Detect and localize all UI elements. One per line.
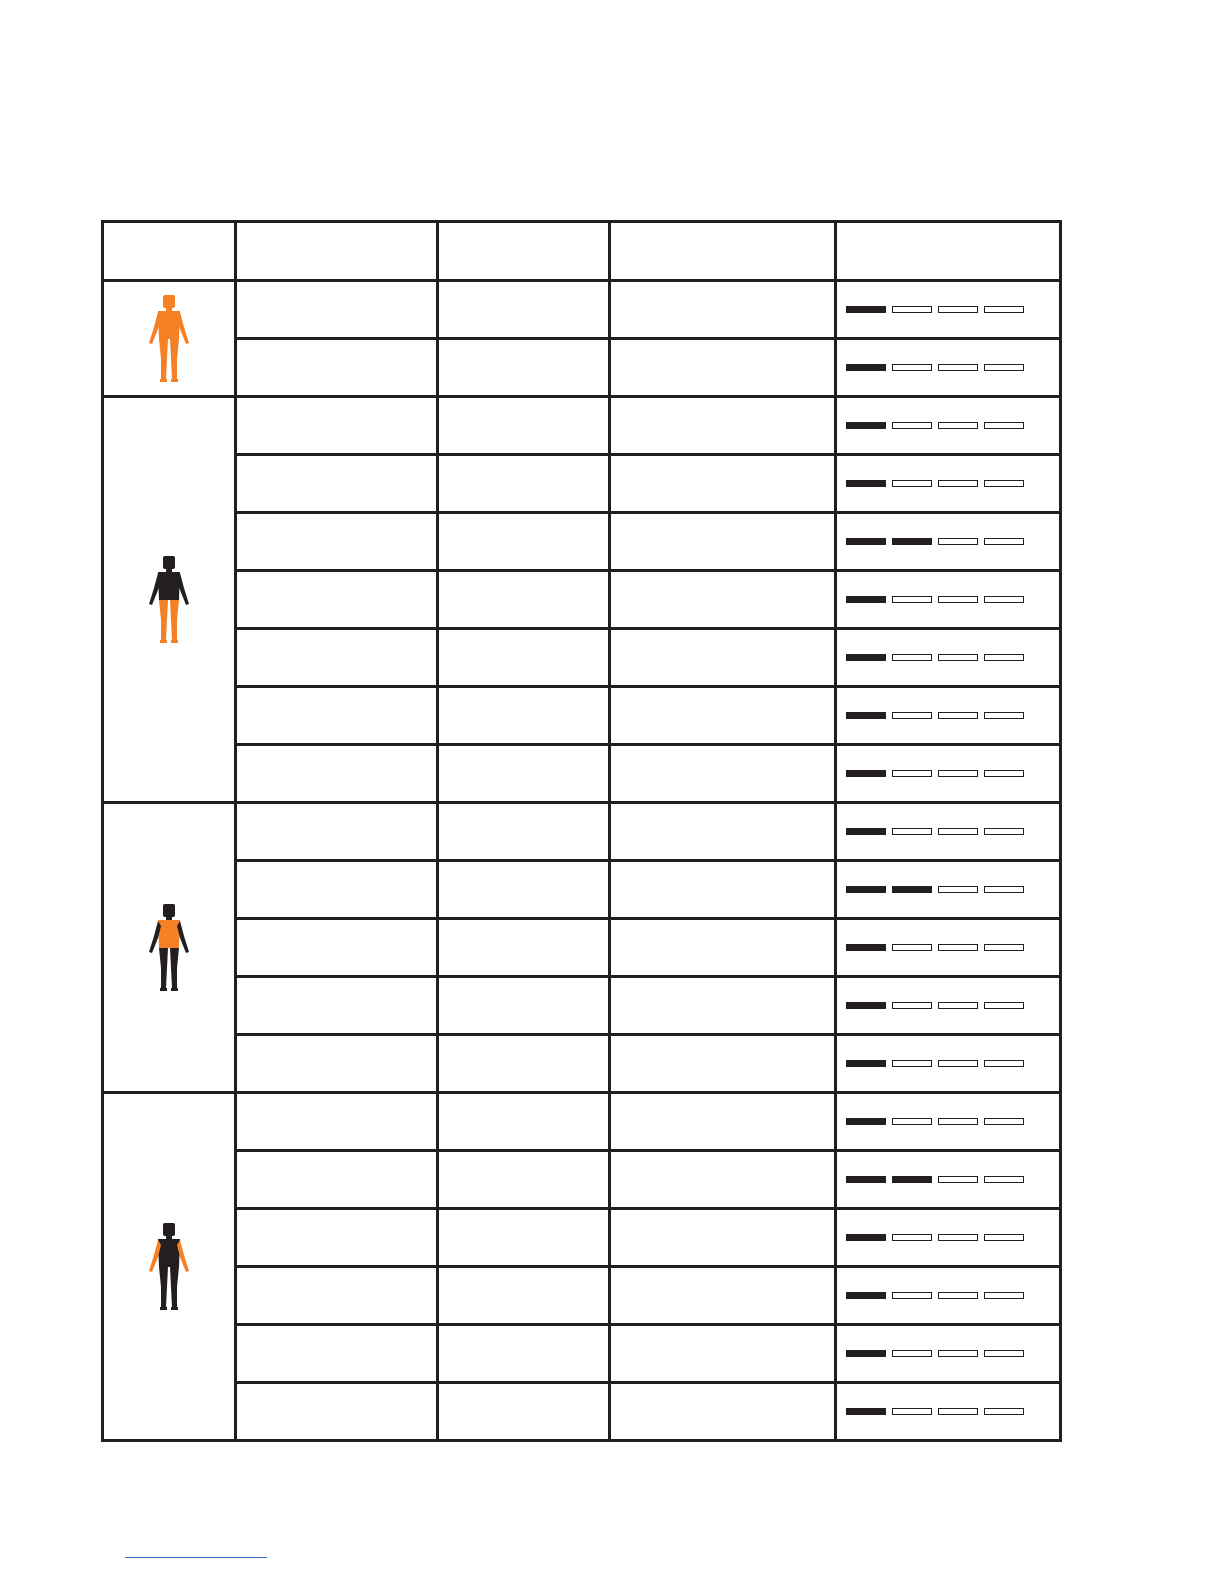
- rating-bar-filled: [846, 1234, 886, 1241]
- table-cell: [438, 571, 610, 629]
- rating-bar-empty: [984, 1118, 1024, 1125]
- rating-bar-empty: [984, 944, 1024, 951]
- table-row: [103, 1267, 1061, 1325]
- rating-bar-empty: [984, 828, 1024, 835]
- rating-bars: [846, 422, 1059, 429]
- rating-cell: [836, 1325, 1061, 1383]
- table-cell: [236, 1035, 438, 1093]
- rating-bar-empty: [892, 944, 932, 951]
- rating-bars: [846, 1408, 1059, 1415]
- table-cell: [236, 455, 438, 513]
- table-cell: [610, 977, 836, 1035]
- rating-cell: [836, 629, 1061, 687]
- rating-bar-filled: [846, 1176, 886, 1183]
- table-cell: [236, 571, 438, 629]
- rating-bar-empty: [892, 1292, 932, 1299]
- rating-bar-filled: [846, 306, 886, 313]
- rating-bar-empty: [938, 538, 978, 545]
- rating-bar-filled: [846, 712, 886, 719]
- figure-cell: [103, 1093, 236, 1441]
- rating-bar-empty: [984, 422, 1024, 429]
- rating-bar-empty: [984, 886, 1024, 893]
- rating-cell: [836, 513, 1061, 571]
- table-row: [103, 803, 1061, 861]
- table-cell: [236, 1209, 438, 1267]
- table-cell: [438, 629, 610, 687]
- rating-bar-empty: [938, 1002, 978, 1009]
- rating-bars: [846, 306, 1059, 313]
- rating-bar-empty: [984, 364, 1024, 371]
- header-cell: [103, 222, 236, 281]
- rating-bar-empty: [938, 944, 978, 951]
- header-cell: [610, 222, 836, 281]
- rating-bar-filled: [846, 828, 886, 835]
- body-full-highlight-icon: [104, 293, 234, 385]
- rating-cell: [836, 1209, 1061, 1267]
- table-cell: [610, 1093, 836, 1151]
- table-cell: [438, 339, 610, 397]
- rating-bars: [846, 1350, 1059, 1357]
- rating-bar-empty: [938, 480, 978, 487]
- rating-bar-empty: [938, 1118, 978, 1125]
- rating-bar-filled: [846, 422, 886, 429]
- rating-cell: [836, 687, 1061, 745]
- table-cell: [610, 1383, 836, 1441]
- rating-bar-filled: [846, 480, 886, 487]
- table-cell: [236, 919, 438, 977]
- table-cell: [610, 455, 836, 513]
- rating-bars: [846, 886, 1059, 893]
- table-cell: [236, 1151, 438, 1209]
- rating-bars: [846, 654, 1059, 661]
- rating-bar-empty: [938, 712, 978, 719]
- rating-bar-empty: [892, 1234, 932, 1241]
- rating-bar-empty: [938, 1292, 978, 1299]
- table-cell: [438, 1035, 610, 1093]
- rating-bar-empty: [892, 596, 932, 603]
- rating-bar-empty: [938, 306, 978, 313]
- table-cell: [438, 745, 610, 803]
- rating-bars: [846, 1002, 1059, 1009]
- table-cell: [610, 397, 836, 455]
- rating-bar-empty: [938, 1408, 978, 1415]
- rating-bar-empty: [938, 770, 978, 777]
- table-row: [103, 339, 1061, 397]
- table-row: [103, 397, 1061, 455]
- table-cell: [610, 919, 836, 977]
- rating-cell: [836, 861, 1061, 919]
- table-row: [103, 977, 1061, 1035]
- figure-cell: [103, 803, 236, 1093]
- table-cell: [438, 513, 610, 571]
- table-row: [103, 1035, 1061, 1093]
- table-cell: [610, 1267, 836, 1325]
- table-cell: [610, 687, 836, 745]
- rating-bar-empty: [984, 1060, 1024, 1067]
- table-cell: [610, 745, 836, 803]
- table-cell: [610, 1325, 836, 1383]
- table-cell: [438, 1209, 610, 1267]
- table-cell: [438, 687, 610, 745]
- table-row: [103, 1093, 1061, 1151]
- body-lower-highlight-icon: [104, 554, 234, 646]
- table-cell: [236, 1325, 438, 1383]
- rating-bar-filled: [892, 538, 932, 545]
- rating-bar-filled: [846, 1002, 886, 1009]
- rating-bar-filled: [846, 1060, 886, 1067]
- rating-cell: [836, 1151, 1061, 1209]
- rating-bar-filled: [846, 654, 886, 661]
- table-cell: [438, 977, 610, 1035]
- rating-bars: [846, 828, 1059, 835]
- rating-bars: [846, 1234, 1059, 1241]
- table-row: [103, 1383, 1061, 1441]
- table-cell: [610, 1209, 836, 1267]
- rating-bar-empty: [892, 1118, 932, 1125]
- rating-bar-empty: [892, 364, 932, 371]
- rating-bar-empty: [938, 1176, 978, 1183]
- rating-bar-empty: [892, 712, 932, 719]
- header-cell: [836, 222, 1061, 281]
- rating-bar-empty: [892, 480, 932, 487]
- rating-bar-filled: [846, 1292, 886, 1299]
- table-cell: [438, 1383, 610, 1441]
- rating-cell: [836, 571, 1061, 629]
- figure-cell: [103, 397, 236, 803]
- rating-bar-empty: [984, 712, 1024, 719]
- table-cell: [236, 339, 438, 397]
- rating-cell: [836, 977, 1061, 1035]
- body-arms-highlight-icon: [104, 1221, 234, 1313]
- rating-bars: [846, 770, 1059, 777]
- table-cell: [438, 281, 610, 339]
- table-cell: [438, 1325, 610, 1383]
- table-cell: [236, 281, 438, 339]
- rating-bar-empty: [938, 1234, 978, 1241]
- table-cell: [610, 281, 836, 339]
- rating-bar-empty: [938, 596, 978, 603]
- table-cell: [438, 803, 610, 861]
- table-row: [103, 455, 1061, 513]
- table-cell: [236, 1383, 438, 1441]
- rating-bars: [846, 1118, 1059, 1125]
- header-row: [103, 222, 1061, 281]
- rating-bar-empty: [892, 770, 932, 777]
- table-cell: [610, 1151, 836, 1209]
- table-cell: [236, 687, 438, 745]
- rating-cell: [836, 397, 1061, 455]
- rating-cell: [836, 1267, 1061, 1325]
- table-cell: [438, 397, 610, 455]
- table-cell: [236, 745, 438, 803]
- rating-cell: [836, 919, 1061, 977]
- rating-bar-empty: [984, 306, 1024, 313]
- rating-bar-empty: [984, 596, 1024, 603]
- rating-bars: [846, 1060, 1059, 1067]
- footer-link-underline[interactable]: [125, 1557, 267, 1558]
- table-row: [103, 861, 1061, 919]
- table-row: [103, 745, 1061, 803]
- rating-bar-empty: [984, 1234, 1024, 1241]
- rating-bar-empty: [892, 828, 932, 835]
- rating-cell: [836, 1093, 1061, 1151]
- rating-bar-empty: [892, 306, 932, 313]
- table-cell: [438, 861, 610, 919]
- rating-bars: [846, 1292, 1059, 1299]
- rating-bar-empty: [984, 1002, 1024, 1009]
- body-torso-highlight-icon: [104, 902, 234, 994]
- table-cell: [236, 1267, 438, 1325]
- rating-bar-filled: [846, 538, 886, 545]
- table-row: [103, 1209, 1061, 1267]
- rating-cell: [836, 455, 1061, 513]
- rating-cell: [836, 1035, 1061, 1093]
- rating-bar-empty: [892, 1002, 932, 1009]
- rating-bars: [846, 538, 1059, 545]
- rating-bars: [846, 480, 1059, 487]
- table-cell: [438, 455, 610, 513]
- rating-bar-empty: [938, 422, 978, 429]
- header-cell: [236, 222, 438, 281]
- rating-bar-empty: [984, 1176, 1024, 1183]
- rating-bar-empty: [938, 654, 978, 661]
- rating-bar-filled: [846, 1350, 886, 1357]
- table-row: [103, 629, 1061, 687]
- table-cell: [610, 629, 836, 687]
- rating-cell: [836, 803, 1061, 861]
- rating-bar-empty: [938, 1060, 978, 1067]
- rating-cell: [836, 1383, 1061, 1441]
- data-table: [101, 220, 1062, 1442]
- rating-bar-empty: [938, 886, 978, 893]
- table-row: [103, 571, 1061, 629]
- figure-cell: [103, 281, 236, 397]
- rating-bars: [846, 1176, 1059, 1183]
- rating-bar-filled: [846, 364, 886, 371]
- rating-bar-empty: [938, 1350, 978, 1357]
- rating-bars: [846, 712, 1059, 719]
- table-row: [103, 919, 1061, 977]
- rating-bar-empty: [984, 1408, 1024, 1415]
- header-cell: [438, 222, 610, 281]
- rating-bar-filled: [846, 596, 886, 603]
- table-cell: [236, 1093, 438, 1151]
- table-cell: [610, 571, 836, 629]
- rating-bar-empty: [938, 364, 978, 371]
- table-cell: [236, 861, 438, 919]
- rating-bar-empty: [892, 1408, 932, 1415]
- rating-cell: [836, 339, 1061, 397]
- table-row: [103, 513, 1061, 571]
- rating-bars: [846, 596, 1059, 603]
- rating-bar-empty: [984, 1350, 1024, 1357]
- table-cell: [610, 513, 836, 571]
- rating-bars: [846, 364, 1059, 371]
- rating-bar-empty: [892, 1350, 932, 1357]
- rating-bar-filled: [892, 1176, 932, 1183]
- rating-bar-filled: [846, 1118, 886, 1125]
- rating-cell: [836, 281, 1061, 339]
- table-cell: [438, 1093, 610, 1151]
- table-row: [103, 687, 1061, 745]
- table-cell: [438, 919, 610, 977]
- table-row: [103, 1325, 1061, 1383]
- table-cell: [438, 1267, 610, 1325]
- rating-bar-filled: [846, 886, 886, 893]
- table-cell: [236, 397, 438, 455]
- rating-bar-filled: [846, 770, 886, 777]
- table-cell: [610, 1035, 836, 1093]
- table-cell: [236, 629, 438, 687]
- rating-bar-empty: [984, 770, 1024, 777]
- rating-bar-empty: [984, 654, 1024, 661]
- rating-bar-empty: [984, 480, 1024, 487]
- table-cell: [610, 861, 836, 919]
- rating-bar-filled: [846, 944, 886, 951]
- table-cell: [610, 803, 836, 861]
- rating-bar-empty: [938, 828, 978, 835]
- table-cell: [438, 1151, 610, 1209]
- rating-bars: [846, 944, 1059, 951]
- rating-bar-empty: [892, 422, 932, 429]
- table-row: [103, 1151, 1061, 1209]
- rating-bar-empty: [892, 1060, 932, 1067]
- rating-cell: [836, 745, 1061, 803]
- rating-bar-filled: [846, 1408, 886, 1415]
- table-row: [103, 281, 1061, 339]
- rating-bar-filled: [892, 886, 932, 893]
- rating-bar-empty: [984, 1292, 1024, 1299]
- table-cell: [610, 339, 836, 397]
- table-cell: [236, 513, 438, 571]
- rating-bar-empty: [892, 654, 932, 661]
- table-cell: [236, 977, 438, 1035]
- rating-bar-empty: [984, 538, 1024, 545]
- table-cell: [236, 803, 438, 861]
